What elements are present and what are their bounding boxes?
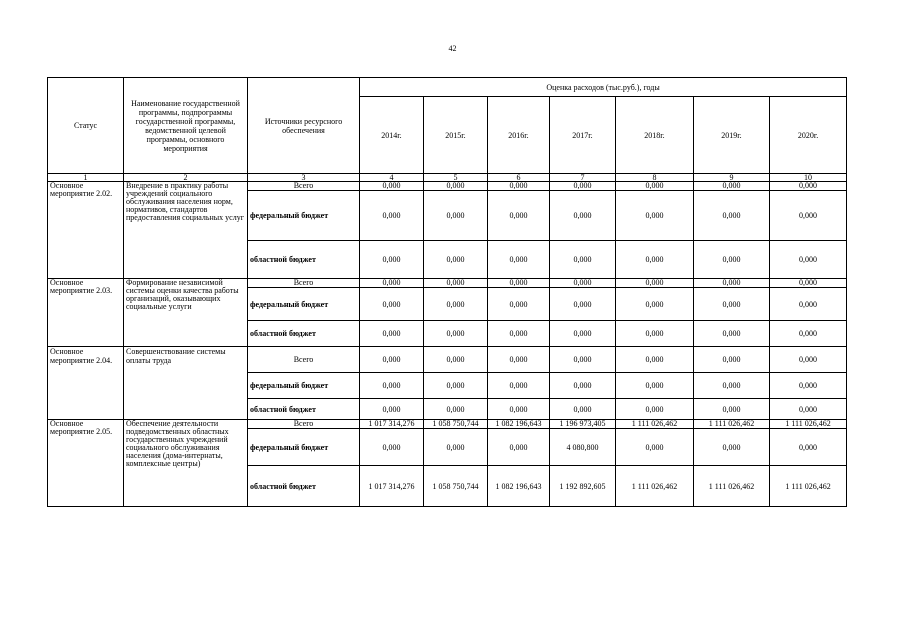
value-cell: 0,000: [770, 241, 847, 279]
column-number: 9: [694, 174, 770, 182]
source-label: областной бюджет: [248, 399, 360, 420]
value-cell: 0,000: [424, 182, 488, 191]
value-cell: 0,000: [488, 191, 550, 241]
source-label: Всего: [248, 279, 360, 288]
value-cell: 0,000: [360, 279, 424, 288]
value-cell: 0,000: [694, 191, 770, 241]
value-cell: 1 196 973,405: [550, 420, 616, 429]
budget-table: [47, 77, 847, 507]
value-cell: 0,000: [694, 399, 770, 420]
value-cell: 0,000: [694, 182, 770, 191]
value-cell: 1 082 196,643: [488, 466, 550, 507]
value-cell: 1 017 314,276: [360, 466, 424, 507]
header-sources: Источники ресурсного обеспечения: [248, 78, 360, 174]
header-year: 2014г.: [360, 97, 424, 174]
source-label: областной бюджет: [248, 321, 360, 347]
value-cell: 0,000: [616, 399, 694, 420]
value-cell: 0,000: [360, 288, 424, 321]
value-cell: 0,000: [488, 321, 550, 347]
value-cell: 0,000: [488, 182, 550, 191]
value-cell: 0,000: [550, 373, 616, 399]
source-label: Всего: [248, 420, 360, 429]
value-cell: 1 111 026,462: [770, 466, 847, 507]
value-cell: 1 082 196,643: [488, 420, 550, 429]
column-number: 3: [248, 174, 360, 182]
value-cell: 0,000: [694, 347, 770, 373]
header-estimate: Оценка расходов (тыс.руб.), годы: [360, 78, 847, 97]
column-number: 6: [488, 174, 550, 182]
value-cell: 0,000: [694, 288, 770, 321]
value-cell: 0,000: [770, 279, 847, 288]
value-cell: 1 111 026,462: [616, 420, 694, 429]
table-row: [48, 182, 847, 191]
value-cell: 0,000: [616, 347, 694, 373]
value-cell: 0,000: [424, 241, 488, 279]
source-label: федеральный бюджет: [248, 373, 360, 399]
activity-status: Основное мероприятие 2.02.: [48, 182, 124, 279]
value-cell: 0,000: [488, 429, 550, 466]
column-number: 8: [616, 174, 694, 182]
value-cell: 0,000: [424, 347, 488, 373]
value-cell: 0,000: [424, 279, 488, 288]
value-cell: 1 017 314,276: [360, 420, 424, 429]
header-year: 2018г.: [616, 97, 694, 174]
activity-status: Основное мероприятие 2.03.: [48, 279, 124, 347]
value-cell: 1 192 892,605: [550, 466, 616, 507]
value-cell: 0,000: [360, 429, 424, 466]
value-cell: 0,000: [616, 288, 694, 321]
value-cell: 0,000: [770, 191, 847, 241]
column-number: 10: [770, 174, 847, 182]
value-cell: 0,000: [550, 279, 616, 288]
value-cell: 0,000: [694, 373, 770, 399]
value-cell: 0,000: [424, 321, 488, 347]
table-header: [48, 78, 847, 182]
column-number: 5: [424, 174, 488, 182]
value-cell: 0,000: [488, 241, 550, 279]
column-number: 7: [550, 174, 616, 182]
value-cell: 0,000: [424, 399, 488, 420]
header-year: 2020г.: [770, 97, 847, 174]
value-cell: 0,000: [550, 191, 616, 241]
source-label: Всего: [248, 182, 360, 191]
column-number-row: [48, 174, 847, 182]
value-cell: 0,000: [770, 321, 847, 347]
value-cell: 0,000: [488, 399, 550, 420]
value-cell: 0,000: [616, 182, 694, 191]
value-cell: 0,000: [360, 191, 424, 241]
value-cell: 0,000: [360, 241, 424, 279]
source-label: федеральный бюджет: [248, 429, 360, 466]
value-cell: 0,000: [488, 288, 550, 321]
value-cell: 0,000: [360, 347, 424, 373]
header-year: 2017г.: [550, 97, 616, 174]
header-year: 2015г.: [424, 97, 488, 174]
value-cell: 0,000: [770, 182, 847, 191]
value-cell: 0,000: [424, 429, 488, 466]
source-label: Всего: [248, 347, 360, 373]
table-row: [48, 347, 847, 373]
value-cell: 0,000: [488, 347, 550, 373]
value-cell: 0,000: [360, 182, 424, 191]
value-cell: 0,000: [550, 347, 616, 373]
header-name: Наименование государственной программы, подпрограммы государственной программы, ведомственной целевой программы, основного мероприятия: [124, 78, 248, 174]
value-cell: 0,000: [424, 191, 488, 241]
source-label: областной бюджет: [248, 466, 360, 507]
value-cell: 0,000: [488, 279, 550, 288]
value-cell: 0,000: [360, 399, 424, 420]
value-cell: 0,000: [616, 241, 694, 279]
source-label: областной бюджет: [248, 241, 360, 279]
value-cell: 1 111 026,462: [616, 466, 694, 507]
header-status: Статус: [48, 78, 124, 174]
value-cell: 0,000: [488, 373, 550, 399]
table-body: [48, 182, 847, 507]
value-cell: 1 058 750,744: [424, 466, 488, 507]
value-cell: 0,000: [550, 182, 616, 191]
value-cell: 0,000: [694, 321, 770, 347]
value-cell: 0,000: [550, 321, 616, 347]
column-number: 1: [48, 174, 124, 182]
value-cell: 0,000: [770, 347, 847, 373]
value-cell: 0,000: [694, 241, 770, 279]
activity-name: Формирование независимой системы оценки качества работы организаций, оказывающих социальные услуги: [124, 279, 248, 347]
source-label: федеральный бюджет: [248, 191, 360, 241]
activity-name: Совершенствование системы оплаты труда: [124, 347, 248, 420]
page-number: 42: [448, 44, 457, 53]
source-label: федеральный бюджет: [248, 288, 360, 321]
value-cell: 0,000: [770, 429, 847, 466]
value-cell: 0,000: [424, 373, 488, 399]
value-cell: 0,000: [550, 288, 616, 321]
value-cell: 0,000: [550, 241, 616, 279]
value-cell: 0,000: [424, 288, 488, 321]
value-cell: 1 111 026,462: [694, 466, 770, 507]
header-year: 2019г.: [694, 97, 770, 174]
value-cell: 0,000: [360, 321, 424, 347]
table-row: [48, 279, 847, 288]
value-cell: 0,000: [616, 191, 694, 241]
column-number: 4: [360, 174, 424, 182]
activity-status: Основное мероприятие 2.05.: [48, 420, 124, 507]
activity-name: Внедрение в практику работы учреждений социального обслуживания населения норм, нормативов, стандартов предоставления социальных услуг: [124, 182, 248, 279]
value-cell: 0,000: [770, 288, 847, 321]
value-cell: 0,000: [770, 373, 847, 399]
value-cell: 1 111 026,462: [770, 420, 847, 429]
value-cell: 0,000: [616, 429, 694, 466]
header-year: 2016г.: [488, 97, 550, 174]
activity-status: Основное мероприятие 2.04.: [48, 347, 124, 420]
value-cell: 0,000: [694, 429, 770, 466]
value-cell: 0,000: [616, 373, 694, 399]
value-cell: 0,000: [360, 373, 424, 399]
value-cell: 1 111 026,462: [694, 420, 770, 429]
value-cell: 4 080,800: [550, 429, 616, 466]
value-cell: 0,000: [770, 399, 847, 420]
value-cell: 0,000: [616, 321, 694, 347]
value-cell: 0,000: [694, 279, 770, 288]
value-cell: 0,000: [616, 279, 694, 288]
column-number: 2: [124, 174, 248, 182]
table-row: [48, 420, 847, 429]
value-cell: 1 058 750,744: [424, 420, 488, 429]
activity-name: Обеспечение деятельности подведомственных областных государственных учреждений социального обслуживания населения (дома-интернаты, комплексные центры): [124, 420, 248, 507]
value-cell: 0,000: [550, 399, 616, 420]
